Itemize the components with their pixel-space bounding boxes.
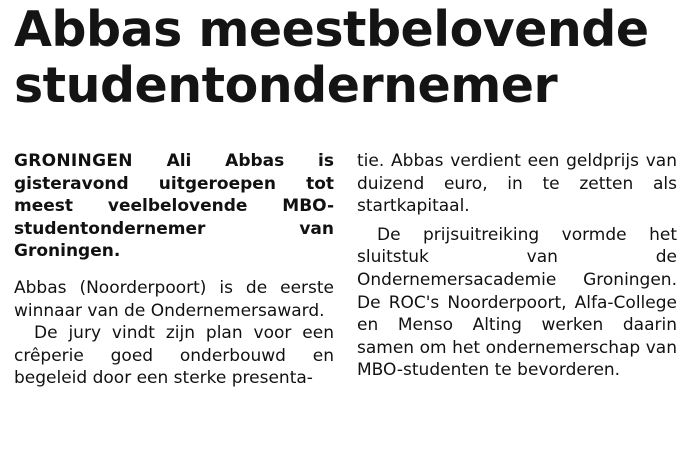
lede-paragraph — [14, 150, 334, 263]
body-paragraph-2-start: De jury vindt zijn plan voor een crêperie goed onderbouwd en begeleid door een sterke presenta- — [14, 323, 334, 389]
article-column-right — [357, 150, 677, 382]
headline — [14, 2, 684, 114]
body-paragraph-2-end: tie. Abbas verdient een geldprijs van duizend euro, in te zetten als startkapitaal. — [357, 151, 677, 217]
body-paragraph-3: De prijsuitreiking vormde het sluitstuk van de Ondernemersacademie Groningen. De ROC's Noorderpoort, Alfa-College en Menso Alting werken daarin samen om het ondernemerschap van MBO-studenten te bevorderen. — [357, 224, 677, 381]
lede-text: Ali Abbas is gisteravond uitgeroepen tot meest veelbelovende MBO-studentondernemer van Groningen. — [14, 151, 334, 262]
article-column-left — [14, 150, 334, 390]
headline-line-1: Abbas meestbelovende — [14, 1, 649, 58]
dateline: GRONINGEN — [14, 151, 133, 171]
body-paragraph-1: Abbas (Noorderpoort) is de eerste winnaar van de Ondernemersaward. — [14, 277, 334, 321]
headline-line-2: studentondernemer — [14, 57, 558, 114]
